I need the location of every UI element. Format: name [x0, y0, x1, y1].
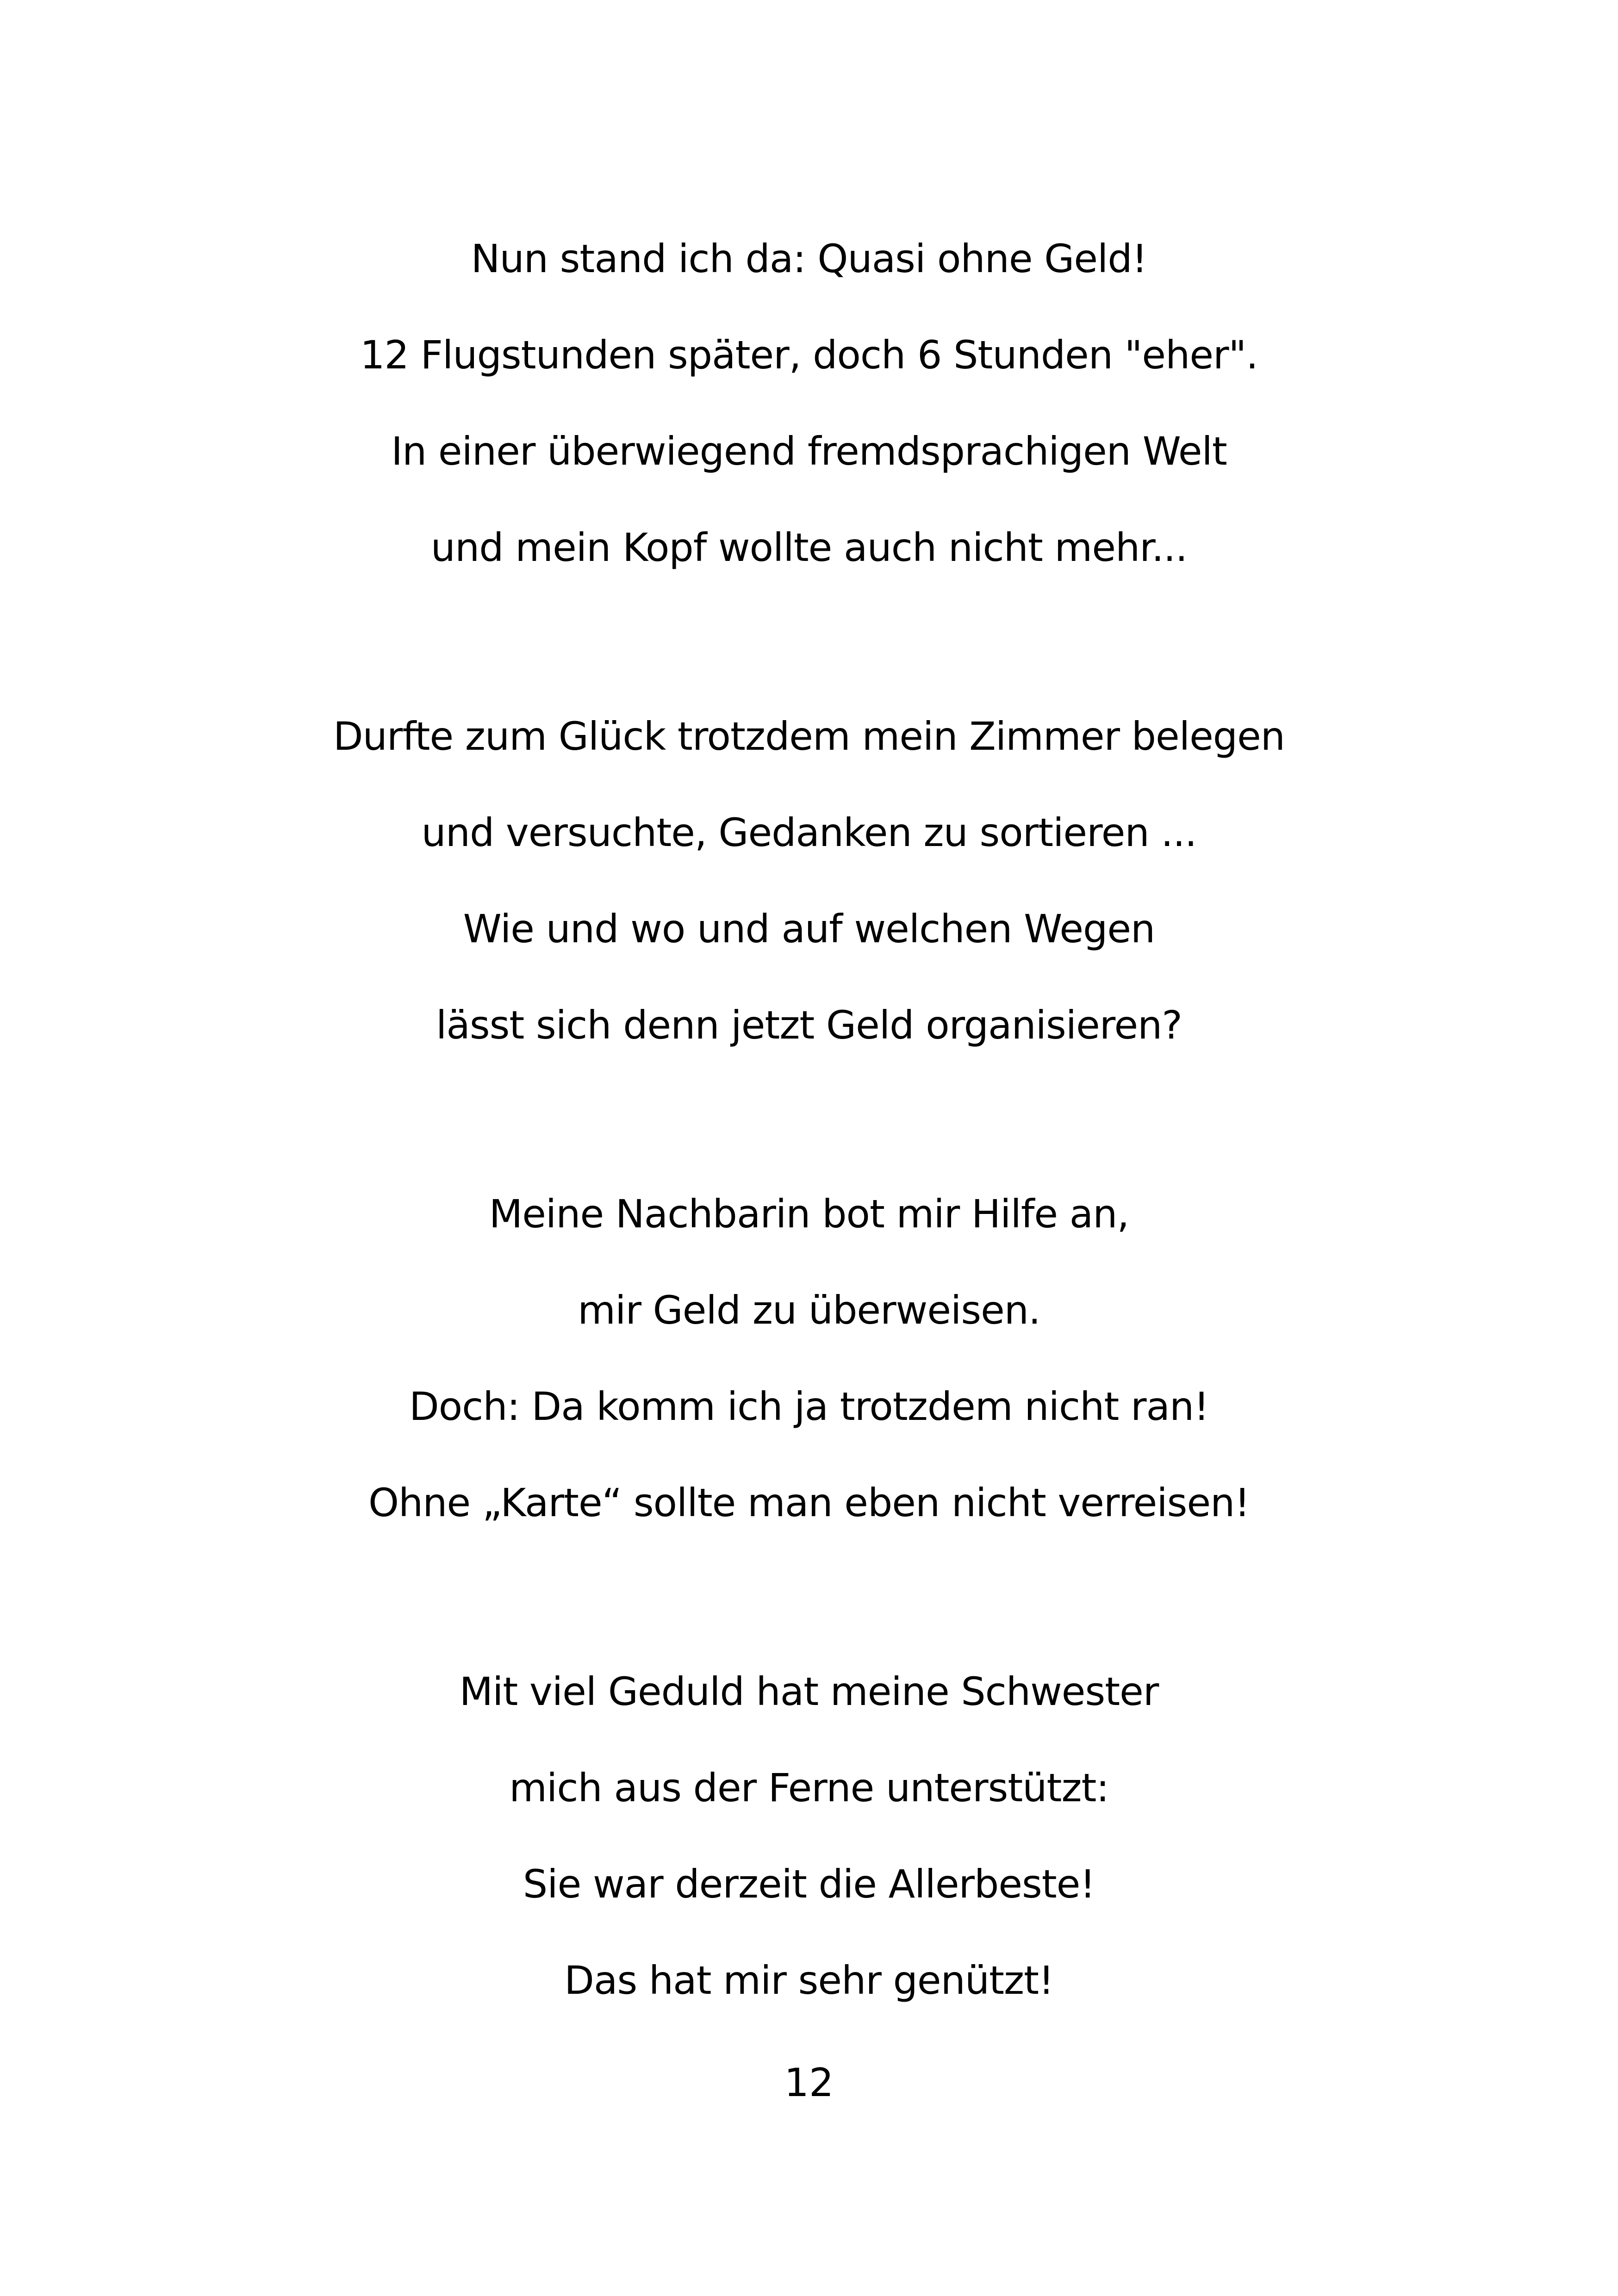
poem-line: und versuchte, Gedanken zu sortieren ...	[421, 810, 1197, 855]
stanza-2	[0, 688, 1618, 1073]
poem-line: Ohne „Karte“ sollte man eben nicht verreisen!	[368, 1480, 1250, 1525]
poem-line: Doch: Da komm ich ja trotzdem nicht ran!	[409, 1384, 1209, 1429]
poem-line: Durfte zum Glück trotzdem mein Zimmer belegen	[333, 714, 1285, 759]
poem-line: 12 Flugstunden später, doch 6 Stunden "eher".	[360, 332, 1258, 378]
stanza-4	[0, 1643, 1618, 2028]
poem-line: mich aus der Ferne unterstützt:	[509, 1765, 1109, 1811]
stanza-3	[0, 1166, 1618, 1551]
page-number: 12	[784, 2060, 834, 2105]
poem-line: Sie war derzeit die Allerbeste!	[523, 1861, 1095, 1907]
poem-line: Nun stand ich da: Quasi ohne Geld!	[471, 236, 1147, 281]
poem	[0, 211, 1618, 2028]
poem-line: mir Geld zu überweisen.	[578, 1288, 1040, 1333]
poem-line: Mit viel Geduld hat meine Schwester	[459, 1669, 1159, 1714]
poem-line: In einer überwiegend fremdsprachigen Welt	[391, 429, 1227, 474]
stanza-1	[0, 211, 1618, 596]
poem-line: lässt sich denn jetzt Geld organisieren?	[436, 1002, 1182, 1048]
poem-line: und mein Kopf wollte auch nicht mehr...	[430, 525, 1188, 570]
poem-line: Wie und wo und auf welchen Wegen	[463, 906, 1155, 952]
poem-line: Das hat mir sehr genützt!	[564, 1958, 1054, 2003]
poem-line: Meine Nachbarin bot mir Hilfe an,	[489, 1191, 1129, 1237]
